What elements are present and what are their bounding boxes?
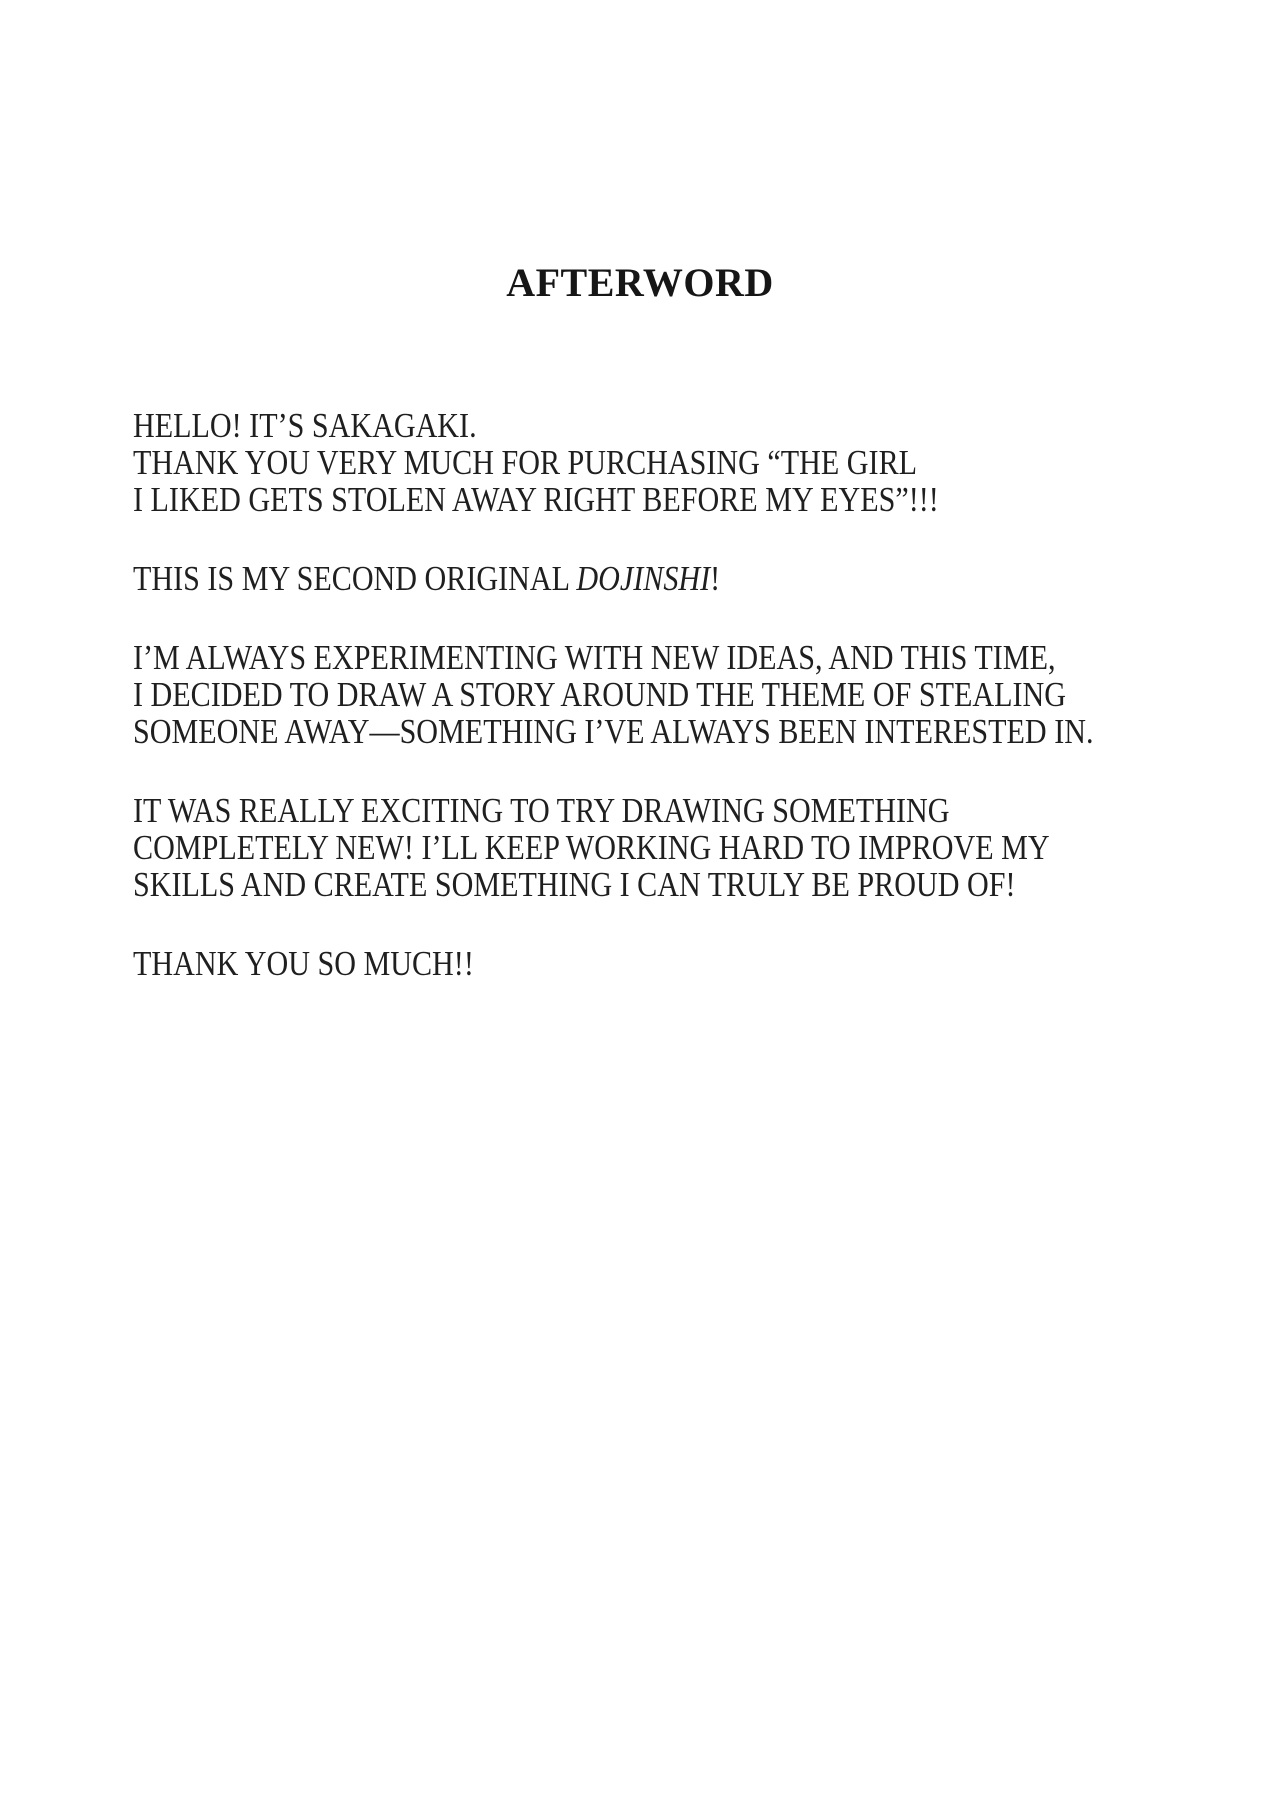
paragraph-line: THANK YOU VERY MUCH FOR PURCHASING “THE GIRL	[133, 443, 918, 482]
paragraph-greeting	[133, 407, 1165, 518]
paragraph-line: COMPLETELY NEW! I’LL KEEP WORKING HARD TO IMPROVE MY	[133, 828, 1050, 867]
paragraph-line: I DECIDED TO DRAW A STORY AROUND THE THEME OF STEALING	[133, 675, 1066, 714]
line-text-prefix: THIS IS MY SECOND ORIGINAL	[133, 559, 577, 598]
paragraph-line: HELLO! IT’S SAKAGAKI.	[133, 406, 477, 445]
line-text-suffix: !	[710, 559, 721, 598]
line-text-italic-word: DOJINSHI	[576, 559, 711, 598]
paragraph-line: I’M ALWAYS EXPERIMENTING WITH NEW IDEAS, AND THIS TIME,	[133, 638, 1056, 677]
paragraph-exciting	[133, 792, 1165, 903]
paragraph-experimenting	[133, 639, 1165, 750]
paragraph-line	[133, 560, 1165, 597]
paragraph-line: SKILLS AND CREATE SOMETHING I CAN TRULY BE PROUD OF!	[133, 865, 1016, 904]
paragraph-line: THANK YOU SO MUCH!!	[133, 944, 474, 983]
paragraph-line: IT WAS REALLY EXCITING TO TRY DRAWING SOMETHING	[133, 791, 950, 830]
paragraph-line: SOMEONE AWAY—SOMETHING I’VE ALWAYS BEEN INTERESTED IN.	[133, 712, 1094, 751]
page-title: AFTERWORD	[506, 260, 774, 305]
paragraph-line: I LIKED GETS STOLEN AWAY RIGHT BEFORE MY EYES”!!!	[133, 480, 939, 519]
afterword-body	[133, 407, 1165, 1024]
paragraph-thanks	[133, 945, 1165, 982]
paragraph-second-dojinshi	[133, 560, 1165, 597]
